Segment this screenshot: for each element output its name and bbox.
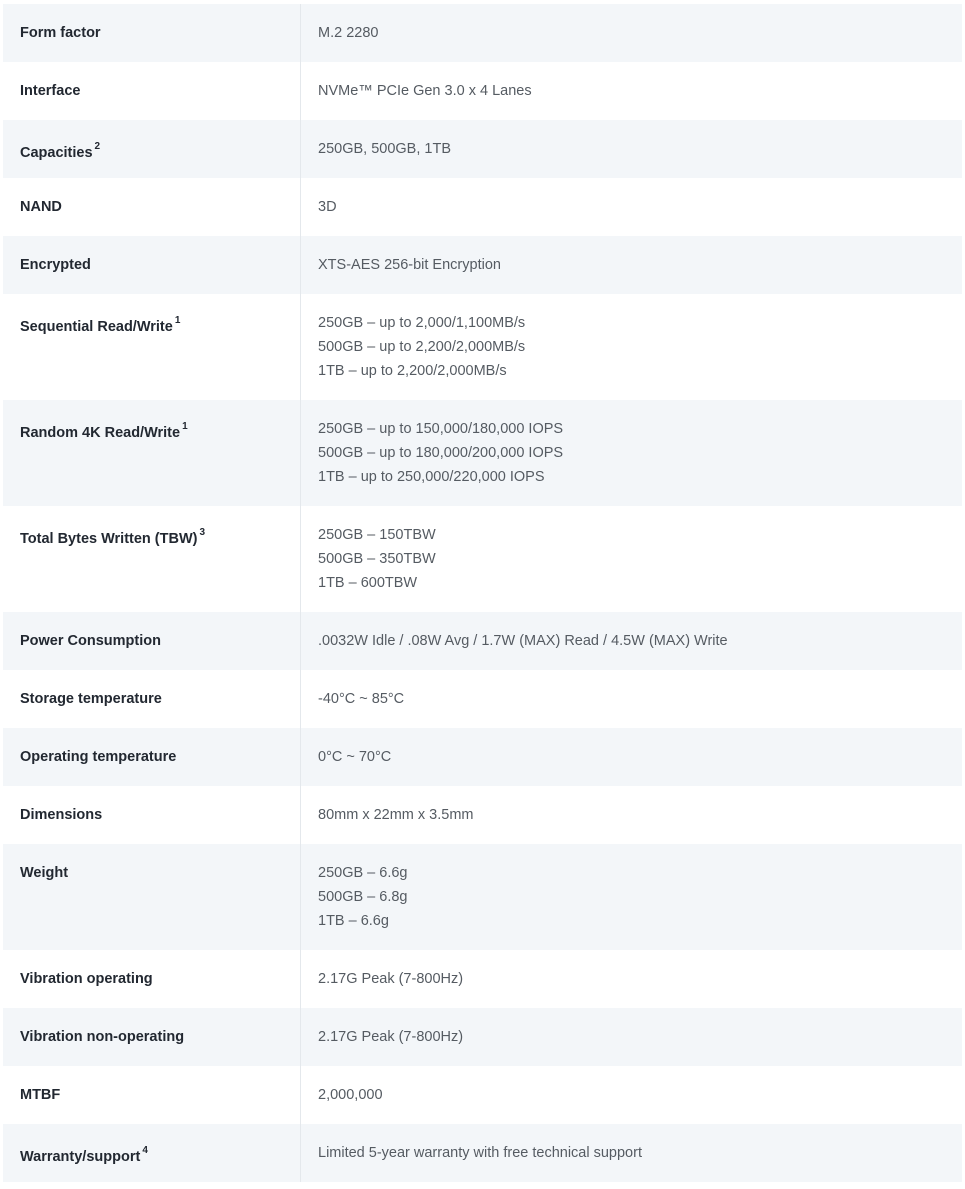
footnote-marker: 1	[174, 315, 181, 326]
spec-label: Storage temperature	[3, 670, 301, 728]
spec-label: Sequential Read/Write $^1$	[3, 294, 301, 400]
spec-label: Dimensions	[3, 786, 301, 844]
spec-label: Warranty/support $^4$	[3, 1124, 301, 1182]
spec-value: 250GB – 6.6g 500GB – 6.8g 1TB – 6.6g	[318, 865, 408, 929]
spec-label: Encrypted	[3, 236, 301, 294]
spec-label: MTBF	[3, 1066, 301, 1124]
spec-value: 3D	[318, 199, 337, 215]
spec-row-power-consumption	[3, 612, 962, 670]
spec-row-sequential-read-write	[3, 294, 962, 400]
spec-value: 80mm x 22mm x 3.5mm	[318, 807, 474, 823]
spec-row-storage-temperature	[3, 670, 962, 728]
spec-row-interface	[3, 62, 962, 120]
spec-row-nand	[3, 178, 962, 236]
spec-row-dimensions	[3, 786, 962, 844]
spec-row-vibration-operating	[3, 950, 962, 1008]
spec-value: NVMe™ PCIe Gen 3.0 x 4 Lanes	[318, 83, 532, 99]
spec-row-random-4k-read-write	[3, 400, 962, 506]
spec-label: Vibration operating	[3, 950, 301, 1008]
spec-row-form-factor	[3, 4, 962, 62]
footnote-marker: 3	[199, 527, 206, 538]
spec-label: Interface	[3, 62, 301, 120]
spec-label: Random 4K Read/Write $^1$	[3, 400, 301, 506]
footnote-marker: 2	[94, 141, 101, 152]
spec-value: 250GB – up to 2,000/1,100MB/s 500GB – up to 2,200/2,000MB/s 1TB – up to 2,200/2,000MB/s	[318, 315, 526, 379]
spec-value: 250GB – up to 150,000/180,000 IOPS 500GB – up to 180,000/200,000 IOPS 1TB – up to 250,000/220,000 IOPS	[318, 421, 564, 485]
spec-row-mtbf	[3, 1066, 962, 1124]
spec-label: Capacities $^2$	[3, 120, 301, 178]
spec-value: 2,000,000	[318, 1087, 383, 1103]
spec-label: NAND	[3, 178, 301, 236]
spec-row-warranty-support	[3, 1124, 962, 1182]
spec-value: .0032W Idle / .08W Avg / 1.7W (MAX) Read / 4.5W (MAX) Write	[318, 633, 728, 649]
spec-row-operating-temperature	[3, 728, 962, 786]
spec-value: 2.17G Peak (7-800Hz)	[318, 1029, 464, 1045]
footnote-marker: 1	[182, 421, 188, 432]
spec-row-encrypted	[3, 236, 962, 294]
spec-label: Power Consumption	[3, 612, 301, 670]
spec-label: Operating temperature	[3, 728, 301, 786]
spec-value: Limited 5-year warranty with free technical support	[318, 1145, 642, 1161]
spec-row-weight	[3, 844, 962, 950]
spec-row-vibration-non-operating	[3, 1008, 962, 1066]
spec-table	[3, 4, 962, 1182]
spec-value: M.2 2280	[318, 25, 379, 41]
spec-label: Form factor	[3, 4, 301, 62]
spec-value: -40°C ~ 85°C	[318, 691, 405, 707]
spec-label: Total Bytes Written (TBW) $^3$	[3, 506, 301, 612]
spec-row-total-bytes-written	[3, 506, 962, 612]
spec-row-capacities	[3, 120, 962, 178]
spec-value: XTS-AES 256-bit Encryption	[318, 257, 501, 273]
spec-value: 250GB, 500GB, 1TB	[318, 141, 451, 157]
spec-value: 0°C ~ 70°C	[318, 749, 392, 765]
spec-label: Weight	[3, 844, 301, 950]
spec-value: 2.17G Peak (7-800Hz)	[318, 971, 464, 987]
footnote-marker: 4	[142, 1145, 148, 1156]
spec-label: Vibration non-operating	[3, 1008, 301, 1066]
spec-value: 250GB – 150TBW 500GB – 350TBW 1TB – 600TBW	[318, 527, 436, 591]
